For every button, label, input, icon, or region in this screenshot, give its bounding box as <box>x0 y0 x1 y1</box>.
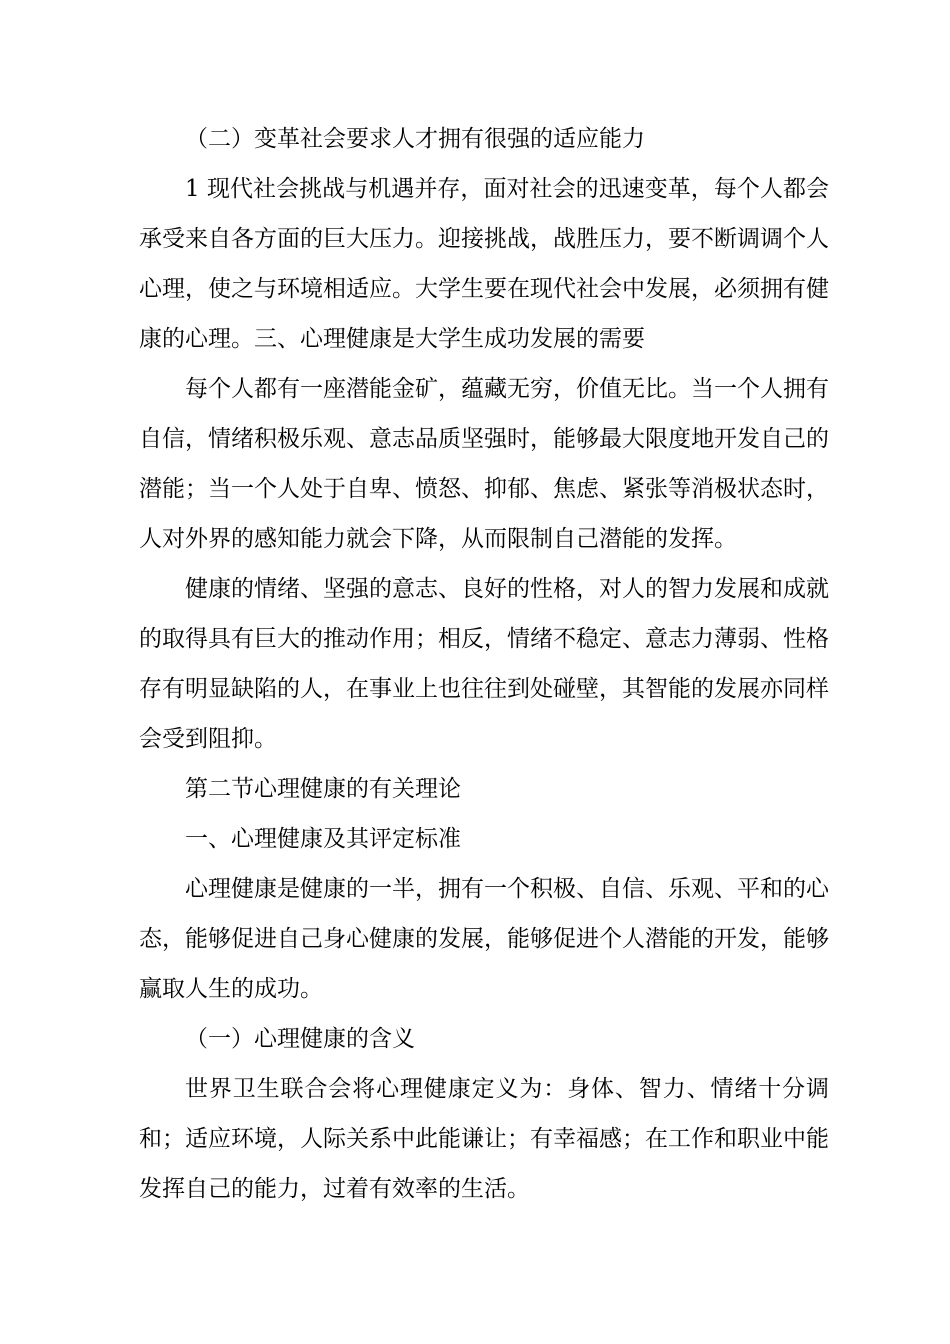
subsection-heading-standards: 一、心理健康及其评定标准 <box>185 826 461 852</box>
document-body <box>139 114 829 1214</box>
paragraph-health-half: 心理健康是健康的一半，拥有一个积极、自信、乐观、平和的心态，能够促进自己身心健康的发展，能够促进个人潜能的开发，能够赢取人生的成功。 <box>139 876 829 1002</box>
paragraph-social-challenges: 1 现代社会挑战与机遇并存，面对社会的迅速变革，每个人都会承受来自各方面的巨大压力。迎接挑战，战胜压力，要不断调调个人心理，使之与环境相适应。大学生要在现代社会中发展，必须拥有健康的心理。三、心理健康是大学生成功发展的需要 <box>139 176 829 352</box>
subsection-heading-meaning: （一）心理健康的含义 <box>185 1026 415 1052</box>
section-heading-theory: 第二节心理健康的有关理论 <box>185 776 461 802</box>
subsection-heading-adaptability: （二）变革社会要求人才拥有很强的适应能力 <box>185 126 645 152</box>
paragraph-definition: 世界卫生联合会将心理健康定义为：身体、智力、情绪十分调和；适应环境，人际关系中此能谦让；有幸福感；在工作和职业中能发挥自己的能力，过着有效率的生活。 <box>139 1076 829 1202</box>
paragraph-potential: 每个人都有一座潜能金矿，蕴藏无穷，价值无比。当一个人拥有自信，情绪积极乐观、意志品质坚强时，能够最大限度地开发自己的潜能；当一个人处于自卑、愤怒、抑郁、焦虑、紧张等消极状态时，人对外界的感知能力就会下降，从而限制自己潜能的发挥。 <box>139 376 829 552</box>
paragraph-emotions: 健康的情绪、坚强的意志、良好的性格，对人的智力发展和成就的取得具有巨大的推动作用；相反，情绪不稳定、意志力薄弱、性格存有明显缺陷的人，在事业上也往往到处碰壁，其智能的发展亦同样会受到阻抑。 <box>139 576 829 752</box>
